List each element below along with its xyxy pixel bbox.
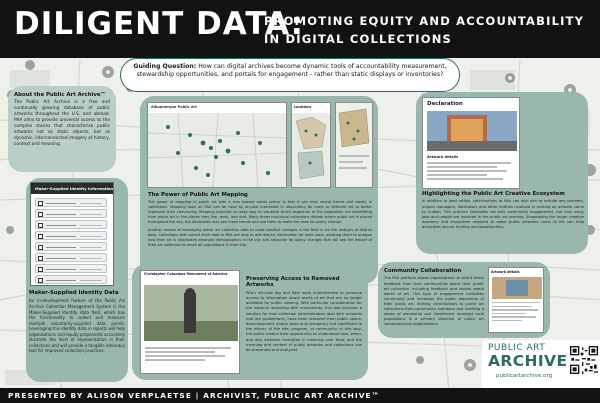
mapping-text-1: The power of mapping in public art with a lens toward social justice is that it can help reveal trends and equity in collections. Mapping tools on PAA can be used by anyone interested in advocating for more or different art to better represent their community. Mapping provides an easy way to visualize which segments of the population are benefitting from public art in the places they live, work, and visit. Many times municipal collections dictate where public art is placed throughout the city, but advocates may see these trends and use them to make the case for policy change. — [148, 200, 372, 225]
districts-screenshot — [291, 102, 331, 188]
checkbox-icon — [38, 201, 43, 206]
qr-code-icon[interactable] — [570, 346, 598, 374]
declaration-screenshot — [422, 97, 520, 189]
community-panel — [378, 262, 550, 338]
checkbox-icon — [38, 245, 43, 250]
declaration-subheader: Artwork details — [427, 155, 459, 159]
header-banner — [0, 0, 600, 58]
highlight-text-block — [422, 191, 584, 230]
guiding-question-text: How can digital archives become dynamic tools of accountability measurement, stewardship opportunities, and portals for engagement - rather than static displays or inventories? — [136, 63, 447, 79]
community-title: Community Collaboration — [384, 268, 462, 274]
artwork-details-screenshot — [488, 267, 544, 333]
identity-form-row — [35, 242, 107, 251]
identity-form-row — [35, 231, 107, 240]
identity-form-row — [35, 209, 107, 218]
mapping-title: The Power of Public Art Mapping — [148, 192, 248, 198]
poster-subtitle-line1: PROMOTING EQUITY AND ACCOUNTABILITY — [264, 14, 585, 28]
district-detail-screenshot — [335, 102, 373, 188]
removed-artwork-photo — [144, 285, 238, 341]
community-text-block — [384, 268, 484, 328]
identity-form-row — [35, 275, 107, 284]
poster-title: DILIGENT DATA: — [14, 6, 305, 42]
maker-identity-panel — [26, 178, 128, 382]
checkbox-icon — [38, 234, 43, 239]
maker-identity-text: An in-development feature of the Public Art Archive Collection Management System is the Maker-Supplied Identity data field, which has the functionality to collect and measure multiple voluntarily-supplied data points. Leveraging this identity data in reports will help organizations and equity proponents accurately illustrate the level of representation in their collections and will provide a tangible advocacy tool for improved collection practices. — [29, 298, 125, 354]
guiding-question-box — [120, 58, 460, 92]
district-detail-map — [336, 103, 372, 187]
removed-text-block — [246, 276, 362, 353]
logo-line2: ARCHIVE — [488, 352, 568, 370]
mapping-text-block — [148, 192, 372, 248]
checkbox-icon — [38, 212, 43, 217]
declaration-header: Declaration — [427, 101, 463, 107]
presenter-credit: PRESENTED BY ALISON VERPLAETSE | ARCHIVIST, PUBLIC ART ARCHIVE™ — [8, 391, 381, 400]
map-screenshot — [147, 102, 287, 188]
artwork-details-photo — [492, 277, 542, 299]
maker-identity-title: Maker-Supplied Identity Data — [29, 290, 119, 296]
identity-form-title: Maker-Supplied Identity Information — [35, 186, 114, 191]
declaration-detail-lines — [427, 162, 515, 180]
about-title: About the Public Art Archive™ — [14, 92, 106, 98]
checkbox-icon — [38, 223, 43, 228]
removed-artwork-screenshot — [140, 270, 240, 374]
about-panel — [8, 86, 116, 172]
districts-map — [292, 113, 330, 187]
declaration-photo — [427, 111, 517, 151]
community-text: The PAA platform allows organizations to solicit direct feedback from their communities about their public art collection, including feedback and stories about works of art. This type of engagement cultivates community and increases the public ownership of their public art. Inviting contributions to public art collections from community members and instilling a sense of ownership and investment amongst local populations is a primary directive of public art commissioning organizations. — [384, 276, 484, 327]
removed-artworks-panel — [132, 264, 368, 380]
highlight-title: Highlighting the Public Art Creative Ecosystem — [422, 191, 565, 197]
removed-title: Preserving Access to Removed Artworks — [246, 276, 340, 289]
checkbox-icon — [38, 267, 43, 272]
removed-text: PAA's off-view tag and filter were implemented to preserve access to information about works of art that are no longer available for public viewing. With particular consideration for the national reckoning with monuments, this tool provides a solution for how collection administrators deal with artworks that are problematic, have been removed from public space, deaccessioned, and/or were only temporary but significant to the history of the site, program, or community. In this way, the public retains their opportunity to understand how, when, and why artworks transition in meaning over time, and the meaning and context of public artworks and collections can be preserved and analyzed. — [246, 290, 362, 352]
identity-form-row — [35, 264, 107, 273]
identity-form-row — [35, 220, 107, 229]
artwork-details-lines — [492, 302, 542, 321]
districts-header: Locations — [294, 105, 312, 109]
mapping-text-2: Another means of leveraging public art collection data to make positive changes in the field is via the analysis of district data. Collections that submit their data to PAA are able to add district information for each work, allowing them to analyze how their art is distributed amongst demographics in the city and advocate for policy changes that will see the impact of their art collection to reach all populations in their city. — [148, 228, 372, 248]
highlight-panel — [416, 92, 588, 254]
checkbox-icon — [38, 278, 43, 283]
identity-form-row — [35, 253, 107, 262]
artwork-details-header: Artwork details — [491, 270, 520, 274]
removed-artwork-header: Christopher Columbus Monument of America — [144, 272, 228, 276]
poster-subtitle-line2: IN DIGITAL COLLECTIONS — [264, 32, 453, 46]
removed-artwork-lines — [145, 347, 235, 361]
footer-bar — [0, 388, 600, 403]
checkbox-icon — [38, 256, 43, 261]
about-text: The Public Art Archive is a free and continually growing database of public artworks throughout the U.S. and abroad. PAA aims to provide universal access to the complex stories that characterize public artworks not as static objects, but as dynamic, interconnected imagery of history, context and meaning. — [14, 100, 110, 147]
logo-url[interactable]: publicartarchive.org — [496, 373, 553, 379]
logo-line1: PUBLIC ART — [488, 343, 546, 353]
public-art-archive-logo — [482, 340, 600, 388]
identity-form-row — [35, 198, 107, 207]
map-screenshot-header: Albuquerque Public Art — [151, 105, 197, 109]
guiding-question-label: Guiding Question: — [133, 63, 197, 70]
maker-identity-text-block — [29, 290, 125, 354]
highlight-text: In addition to lead artists, contributions to PAA can also aim to include any partners, project managers, fabricators and other entities involved in making an artwork come to fruition. This practice illustrates not only community engagement, but how many jobs and people are involved in the public art process. Showcasing the larger creative economy and ecosystem required to make public artworks come to life can help advocates secure funding and opportunities. — [422, 199, 584, 230]
mapping-panel — [140, 96, 378, 284]
identity-form-screenshot — [30, 182, 114, 286]
map-screenshot-map — [148, 113, 286, 187]
